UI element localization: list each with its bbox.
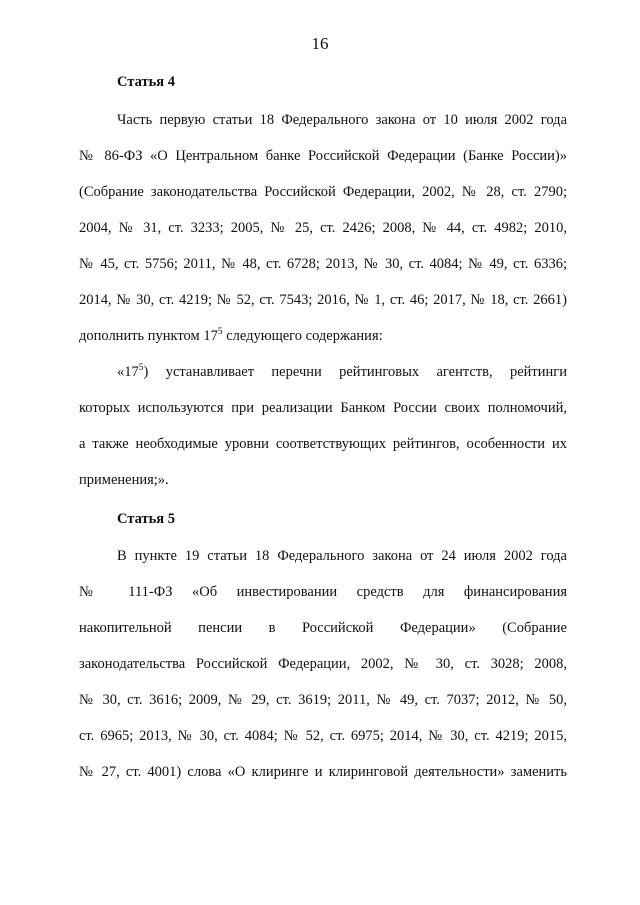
article-5-line: № 27, ст. 4001) слова «О клиринге и клиринговой деятельности» заменить xyxy=(79,764,567,780)
amendment-text: дополнить пунктом 17 xyxy=(79,328,218,344)
article-5-line: № 111-ФЗ «Об инвестировании средств для финансирования xyxy=(79,584,567,600)
article-4-amendment-line xyxy=(79,327,567,345)
article-4-line: (Собрание законодательства Российской Федерации, 2002, № 28, ст. 2790; xyxy=(79,184,567,200)
article-4-line: 2014, № 30, ст. 4219; № 52, ст. 7543; 2016, № 1, ст. 46; 2017, № 18, ст. 2661) xyxy=(79,292,567,308)
amendment-text-end: следующего содержания: xyxy=(222,328,383,344)
page-number: 16 xyxy=(311,34,329,53)
article-4-line: № 45, ст. 5756; 2011, № 48, ст. 6728; 2013, № 30, ст. 4084; № 49, ст. 6336; xyxy=(79,256,567,272)
article-5-line: № 30, ст. 3616; 2009, № 29, ст. 3619; 2011, № 49, ст. 7037; 2012, № 50, xyxy=(79,692,567,708)
quoted-point-first-line: «$17^5$) устанавливает перечни рейтинговых агентств, рейтинги xyxy=(117,363,567,380)
article-5-line: В пункте 19 статьи 18 Федерального закона от 24 июля 2002 года xyxy=(117,548,567,564)
quote-superscript: 5 xyxy=(138,363,144,373)
article-5-line: ст. 6965; 2013, № 30, ст. 4084; № 52, ст. 6975; 2014, № 30, ст. 4219; 2015, xyxy=(79,728,567,744)
article-4-line: Часть первую статьи 18 Федерального закона от 10 июля 2002 года xyxy=(117,112,567,128)
quoted-point-line: которых используются при реализации Банком России своих полномочий, xyxy=(79,400,567,416)
amendment-superscript: 5 xyxy=(217,327,223,337)
article-4-heading: Статья 4 xyxy=(117,74,175,90)
article-5-line: накопительной пенсии в Российской Федерации» (Собрание xyxy=(79,620,567,636)
article-4-line: 2004, № 31, ст. 3233; 2005, № 25, ст. 2426; 2008, № 44, ст. 4982; 2010, xyxy=(79,220,567,236)
quoted-point-line: применения;». xyxy=(79,472,169,488)
article-4-line: № 86-ФЗ «О Центральном банке Российской Федерации (Банке России)» xyxy=(79,148,567,164)
article-5-heading: Статья 5 xyxy=(117,511,175,527)
quoted-point-line: а также необходимые уровни соответствующих рейтингов, особенности их xyxy=(79,436,567,452)
article-5-line: законодательства Российской Федерации, 2002, № 30, ст. 3028; 2008, xyxy=(79,656,567,672)
